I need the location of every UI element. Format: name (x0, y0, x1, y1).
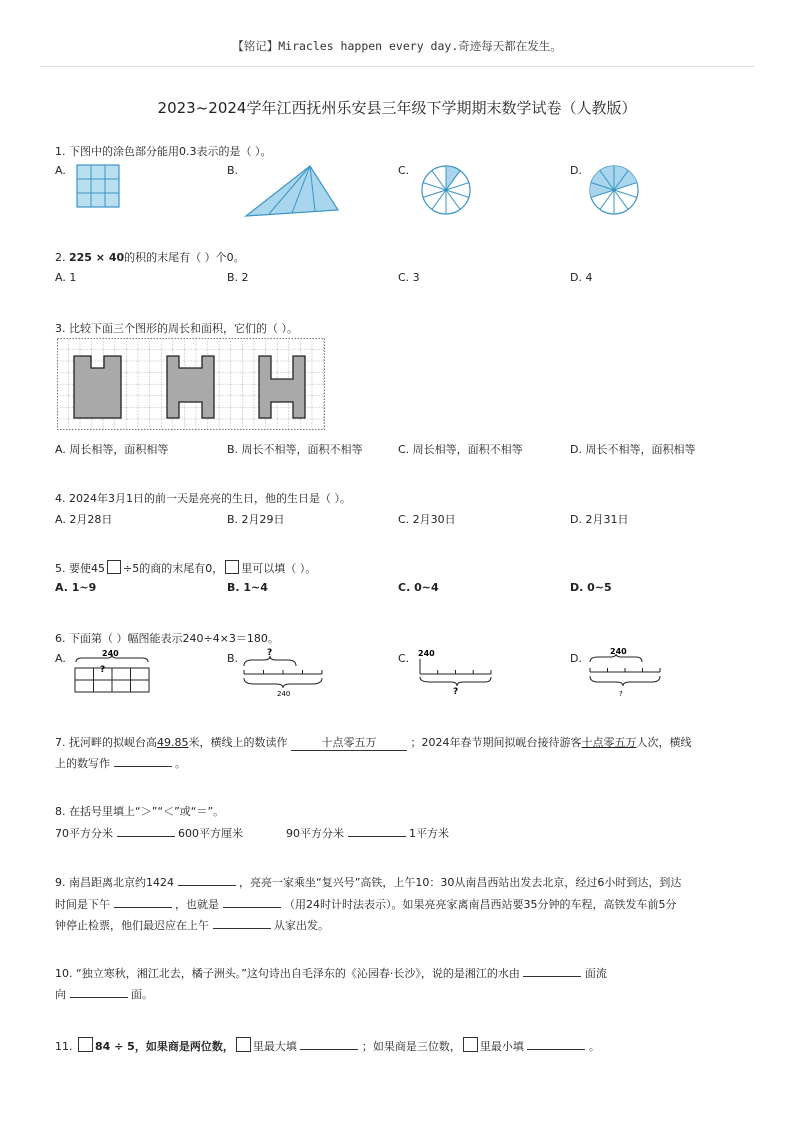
q8-item-a: 70平方分米 (55, 827, 113, 840)
q1-option-b: B. (227, 164, 239, 177)
q9-text-1b: ，亮亮一家乘坐“复兴号”高铁，上午10：30从南昌西站出发去北京，经过6小时到达，到达 (239, 876, 682, 889)
q6d-label-q: ? (619, 690, 623, 698)
page-header: 【铭记】Miracles happen every day.奇迹每天都在发生。 (232, 39, 562, 53)
q8-blank-1[interactable] (117, 825, 175, 837)
q3-option-b: B. 周长不相等，面积不相等 (227, 443, 363, 456)
q10-text-1b: 面流 (584, 967, 607, 980)
q1-option-d: D. (570, 164, 582, 177)
q9-text-2c: （用24时计时法表示）。如果亮亮家离南昌西站要35分钟的车程，高铁发车前5分 (284, 898, 677, 911)
q2-option-c: C. 3 (398, 271, 420, 284)
q7-text-a: 7. 抚河畔的拟岘台高 (55, 736, 157, 749)
q10-text-1a: 10. “独立寒秋，湘江北去，橘子洲头。”这句诗出自毛泽东的《沁园春·长沙》，说的是湘江的水由 (55, 967, 520, 980)
q6-figure-b (240, 646, 326, 698)
q9-text-2a: 时间是下午 (55, 898, 110, 911)
q4-option-a: A. 2月28日 (55, 513, 113, 526)
q6-figure-d (586, 644, 666, 700)
q7-line-1 (55, 734, 692, 751)
q8-line (55, 825, 449, 841)
q11-line (55, 1037, 600, 1054)
q8-item-b: 600平方厘米 (178, 827, 243, 840)
q3-option-a: A. 周长相等，面积相等 (55, 443, 169, 456)
q10-direction-blank-1[interactable] (523, 965, 581, 977)
q7-number-blank[interactable] (114, 755, 172, 767)
q5-stem (55, 560, 316, 576)
q10-direction-blank-2[interactable] (70, 986, 128, 998)
q10-text-2b: 面。 (131, 988, 153, 1001)
q11-text-b: 84 ÷ 5，如果商是两位数， (95, 1040, 234, 1053)
header-divider (40, 66, 754, 67)
q2-expression: 225 × 40 (69, 251, 125, 264)
q5-option-b: B. 1~4 (227, 581, 268, 594)
q9-unit-blank[interactable] (178, 874, 236, 886)
q9-line-2 (55, 896, 677, 912)
q6b-label-q: ? (267, 648, 273, 658)
q6-figure-c (415, 646, 495, 696)
q6-figure-a (72, 646, 152, 696)
q1-option-a: A. (55, 164, 66, 177)
q1-figure-a-grid (76, 164, 120, 210)
q11-box-2 (236, 1037, 251, 1052)
q4-option-c: C. 2月30日 (398, 513, 456, 526)
q11-number: 11. (55, 1040, 73, 1053)
q7-text-e: 上的数写作 (55, 757, 110, 770)
q5-box-1 (107, 560, 121, 574)
q6-stem: 6. 下面第（ ）幅图能表示240÷4×3＝180。 (55, 632, 279, 645)
q7-text-d: 人次，横线 (636, 736, 692, 749)
q7-text-c: ；2024年春节期间拟岘台接待游客 (410, 736, 582, 749)
q7-visitors: 十点零五万 (581, 736, 637, 749)
q4-option-b: B. 2月29日 (227, 513, 285, 526)
exam-title: 2023~2024学年江西抚州乐安县三年级下学期期末数学试卷（人教版） (157, 99, 637, 117)
q4-stem: 4. 2024年3月1日的前一天是亮亮的生日，他的生日是（ ）。 (55, 492, 351, 505)
q9-line-1 (55, 874, 681, 890)
q7-height: 49.85 (157, 736, 189, 749)
q7-text-f: 。 (175, 757, 186, 770)
q9-line-3 (55, 917, 329, 933)
q3-option-d: D. 周长不相等，面积相等 (570, 443, 696, 456)
q6c-label-q: ? (453, 687, 459, 696)
q2-option-b: B. 2 (227, 271, 249, 284)
q9-depart-blank[interactable] (213, 917, 271, 929)
q11-max-blank[interactable] (300, 1038, 358, 1050)
q6-option-d: D. (570, 652, 582, 665)
q9-text-1a: 9. 南昌距离北京约1424 (55, 876, 174, 889)
q5-box-2 (225, 560, 239, 574)
q1-figure-c-circle (420, 164, 472, 216)
q3-grid-figures (57, 338, 325, 430)
q1-option-c: C. (398, 164, 410, 177)
q8-item-c: 90平方分米 (286, 827, 344, 840)
q6-option-b: B. (227, 652, 239, 665)
q11-box-1 (78, 1037, 93, 1052)
q7-line-2 (55, 755, 186, 771)
q11-min-blank[interactable] (527, 1038, 585, 1050)
q9-text-2b: ，也就是 (175, 898, 219, 911)
q7-reading-blank[interactable]: 十点零五万 (291, 734, 407, 751)
q6a-label-q: ? (100, 665, 106, 675)
q6d-label-240: 240 (610, 647, 627, 656)
q5-option-a: A. 1~9 (55, 581, 97, 594)
q11-text-d: ；如果商是三位数， (361, 1040, 461, 1053)
q9-24h-blank[interactable] (223, 896, 281, 908)
q4-option-d: D. 2月31日 (570, 513, 629, 526)
q2-prefix: 2. (55, 251, 69, 264)
q1-figure-d-circle (588, 164, 640, 216)
q8-stem: 8. 在括号里填上“＞”“＜”或“＝”。 (55, 805, 225, 818)
q11-text-c: 里最大填 (252, 1040, 297, 1053)
q8-blank-2[interactable] (348, 825, 406, 837)
q7-text-b: 米，横线上的数读作 (188, 736, 288, 749)
q5-option-c: C. 0~4 (398, 581, 439, 594)
q11-box-3 (463, 1037, 478, 1052)
q3-stem: 3. 比较下面三个图形的周长和面积，它们的（ ）。 (55, 322, 298, 335)
q11-text-f: 。 (588, 1040, 600, 1053)
q2-option-a: A. 1 (55, 271, 77, 284)
q2-suffix: 的积的末尾有（ ）个0。 (124, 251, 245, 264)
q10-text-2a: 向 (55, 988, 66, 1001)
q5-part-c: 里可以填（ ）。 (241, 562, 317, 575)
q1-figure-b-triangle (244, 164, 340, 218)
q9-text-3b: 从家出发。 (274, 919, 329, 932)
q10-line-2 (55, 986, 153, 1002)
q5-part-a: 5. 要使45 (55, 562, 105, 575)
q2-stem (55, 249, 245, 265)
q5-option-d: D. 0~5 (570, 581, 612, 594)
q6a-label-240: 240 (102, 649, 119, 658)
q10-line-1 (55, 965, 607, 981)
q9-arrival-blank[interactable] (114, 896, 172, 908)
q6c-label-240: 240 (418, 649, 435, 658)
q6-option-a: A. (55, 652, 66, 665)
q2-option-d: D. 4 (570, 271, 593, 284)
q6-option-c: C. (398, 652, 410, 665)
q5-part-b: ÷5的商的末尾有0， (123, 562, 224, 575)
q1-stem: 1. 下图中的涂色部分能用0.3表示的是（ ）。 (55, 145, 272, 158)
q11-text-e: 里最小填 (479, 1040, 524, 1053)
q3-option-c: C. 周长相等，面积不相等 (398, 443, 523, 456)
q8-item-d: 1平方米 (409, 827, 449, 840)
q6b-label-240: 240 (277, 690, 291, 698)
q9-text-3a: 钟停止检票，他们最迟应在上午 (55, 919, 209, 932)
